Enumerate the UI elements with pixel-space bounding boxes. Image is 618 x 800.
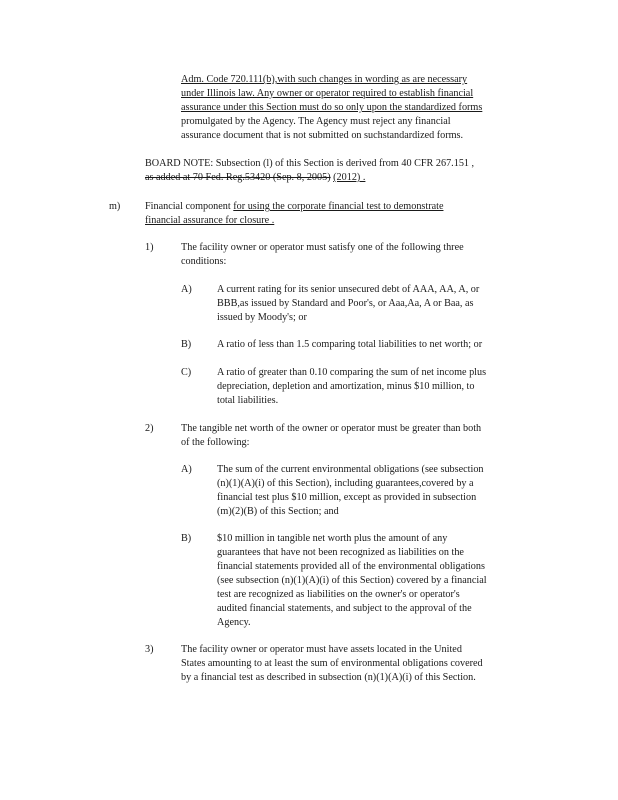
text-line: $10 million in tangible net worth plus the amount of any bbox=[217, 533, 448, 544]
item-text bbox=[181, 643, 533, 685]
text-line: test are recognized as liabilities on the owner's or operator's bbox=[217, 589, 460, 600]
subitem-text bbox=[217, 338, 533, 352]
subitem-label: B) bbox=[181, 533, 192, 544]
subitem-text bbox=[217, 283, 533, 325]
text-line: under Illinois law. Any owner or operator required to establish financial bbox=[181, 88, 474, 99]
text-line: The sum of the current environmental obligations (see subsection bbox=[217, 464, 484, 475]
text-line bbox=[145, 171, 540, 185]
text-line: A ratio of less than 1.5 comparing total liabilities to net worth; or bbox=[217, 339, 483, 350]
subitem-text bbox=[217, 532, 533, 630]
subitem-label: A) bbox=[181, 284, 192, 295]
text-line: assurance under this Section must do so only upon the standardized forms bbox=[181, 102, 483, 113]
text-line: financial statements provided all of the environmental obligations bbox=[217, 561, 485, 572]
inserted-text: for using the corporate financial test to demonstrate bbox=[233, 201, 444, 212]
subitem-label: A) bbox=[181, 464, 192, 475]
inserted-text: (2012) . bbox=[333, 172, 366, 183]
item-label: 3) bbox=[145, 644, 154, 655]
text-line: issued by Moody's; or bbox=[217, 312, 307, 323]
text-line: assurance document that is not submitted on suchstandardized forms. bbox=[181, 130, 464, 141]
board-note bbox=[145, 157, 540, 185]
text-line: The facility owner or operator must have assets located in the United bbox=[181, 644, 462, 655]
text-line: conditions: bbox=[181, 256, 227, 267]
text-line: depreciation, depletion and amortization, minus $10 million, to bbox=[217, 381, 475, 392]
subsection-label: m) bbox=[109, 201, 121, 212]
text-line: audited financial statements, and subject to the approval of the bbox=[217, 603, 472, 614]
subitem-label: C) bbox=[181, 367, 192, 378]
text-line: A ratio of greater than 0.10 comparing the sum of net income plus bbox=[217, 367, 487, 378]
heading-text: Financial component bbox=[145, 201, 231, 212]
subitem-text bbox=[217, 463, 533, 519]
text-line: BBB,as issued by Standard and Poor's, or Aaa,Aa, A or Baa, as bbox=[217, 298, 474, 309]
text-line: financial test plus $10 million, except as provided in subsection bbox=[217, 492, 477, 503]
text-line: financial assurance for closure . bbox=[145, 215, 275, 226]
text-line bbox=[145, 200, 540, 214]
continuation-paragraph bbox=[181, 73, 533, 143]
item-label: 2) bbox=[145, 423, 154, 434]
text-line: (m)(2)(B) of this Section; and bbox=[217, 506, 339, 517]
struck-text: as added at 70 Fed. Reg.53420 (Sep. 8, 2005) bbox=[145, 172, 331, 183]
text-line: promulgated by the Agency. The Agency must reject any financial bbox=[181, 116, 451, 127]
text-line: The tangible net worth of the owner or operator must be greater than both bbox=[181, 423, 482, 434]
text-line: A current rating for its senior unsecured debt of AAA, AA, A, or bbox=[217, 284, 480, 295]
text-line: Agency. bbox=[217, 617, 251, 628]
text-line: of the following: bbox=[181, 437, 250, 448]
item-text bbox=[181, 422, 533, 450]
text-line: by a financial test as described in subsection (n)(1)(A)(i) of this Section. bbox=[181, 672, 476, 683]
text-line: (see subsection (n)(1)(A)(i) of this Section) covered by a financial bbox=[217, 575, 487, 586]
subitem-text bbox=[217, 366, 533, 408]
text-line: The facility owner or operator must satisfy one of the following three bbox=[181, 242, 464, 253]
text-line: BOARD NOTE: Subsection (l) of this Section is derived from 40 CFR 267.151 , bbox=[145, 158, 475, 169]
text-line: guarantees that have not been recognized as liabilities on the bbox=[217, 547, 464, 558]
item-label: 1) bbox=[145, 242, 154, 253]
item-text bbox=[181, 241, 533, 269]
subsection-heading bbox=[145, 200, 540, 228]
text-line: Adm. Code 720.111(b),with such changes in wording as are necessary bbox=[181, 74, 468, 85]
text-line: total liabilities. bbox=[217, 395, 279, 406]
text-line: States amounting to at least the sum of environmental obligations covered bbox=[181, 658, 483, 669]
subitem-label: B) bbox=[181, 339, 192, 350]
text-line: (n)(1)(A)(i) of this Section), including guarantees,covered by a bbox=[217, 478, 474, 489]
